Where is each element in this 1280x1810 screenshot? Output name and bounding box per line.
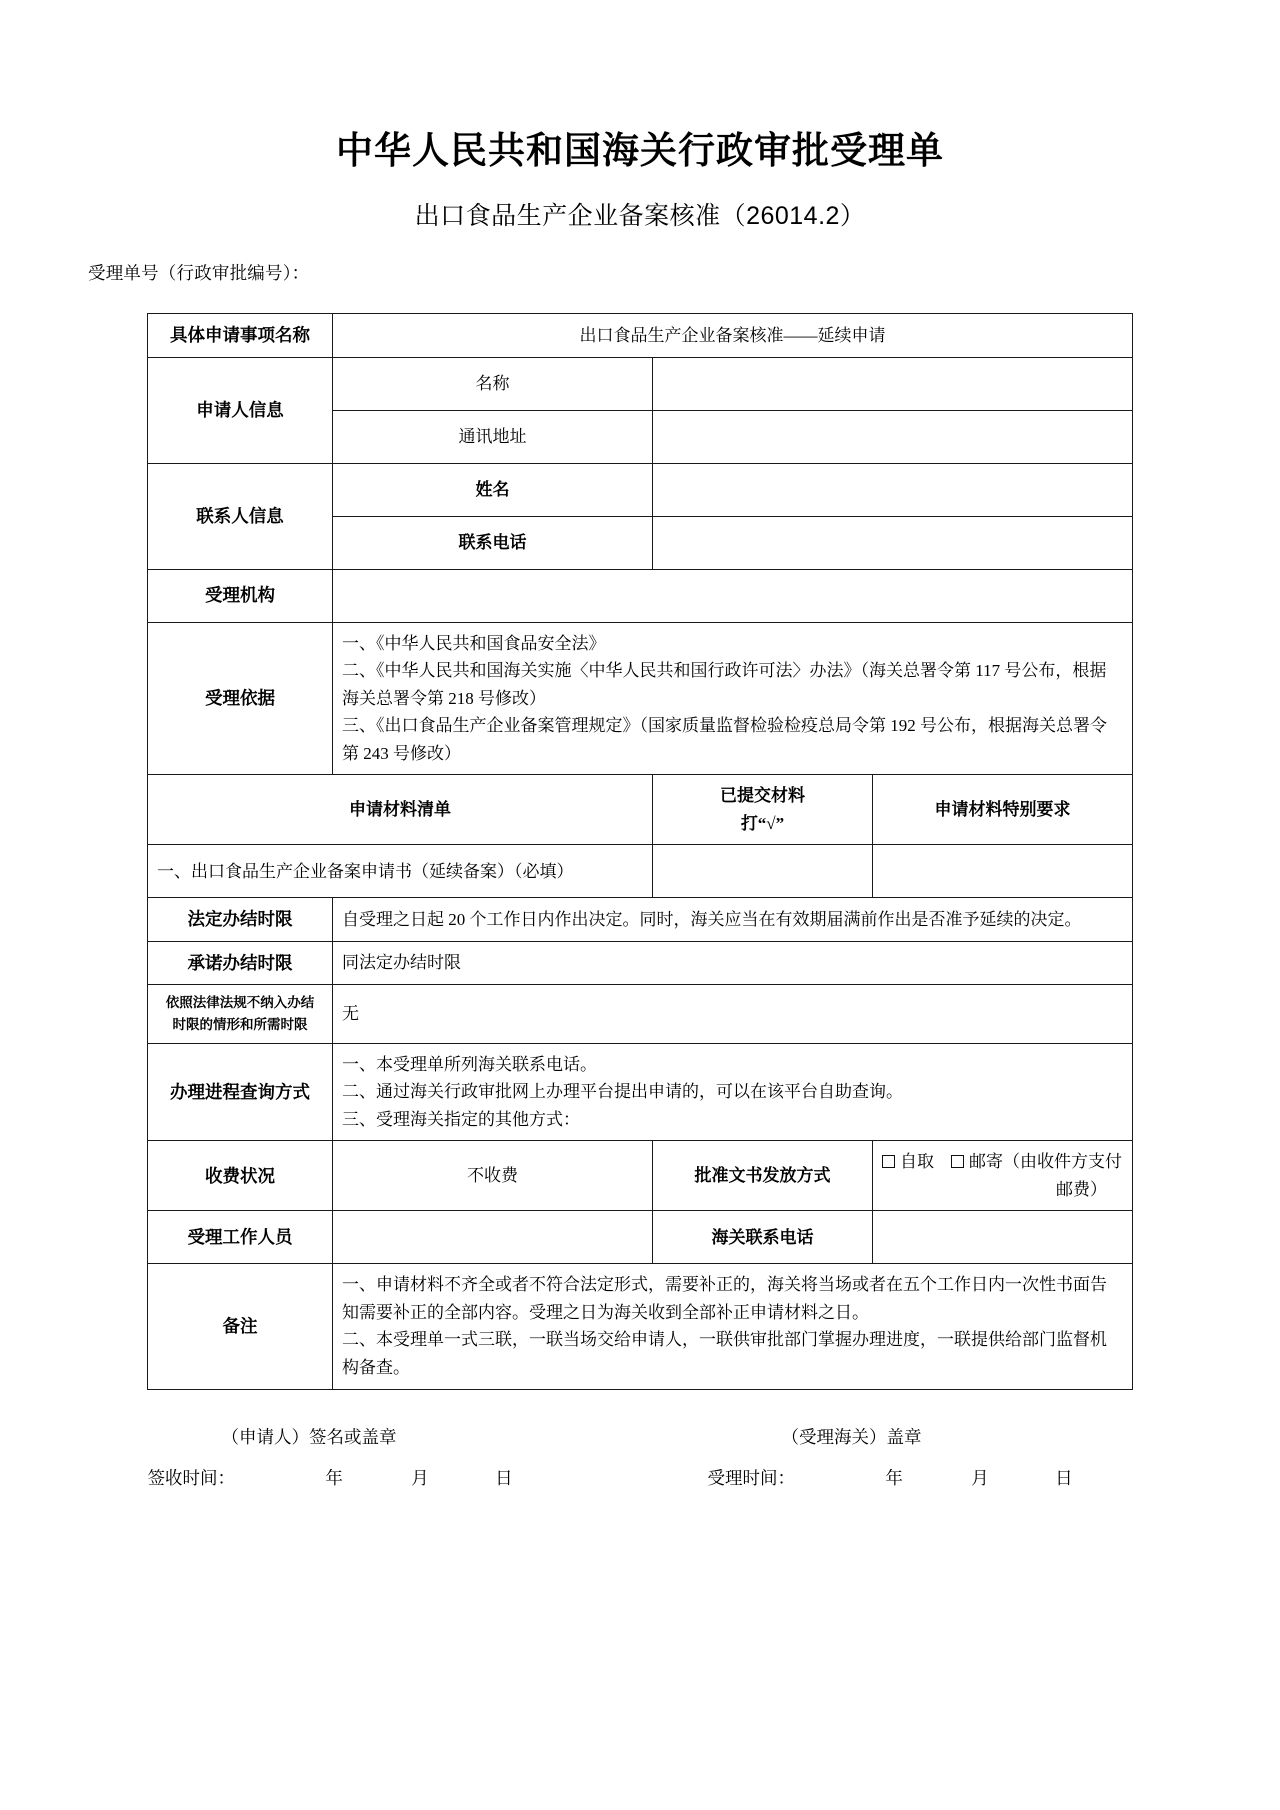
excluded-time-label-line1: 依照法律法规不纳入办结 [165, 995, 315, 1010]
page-subtitle: 出口食品生产企业备案核准（26014.2） [414, 202, 866, 231]
promised-limit-value: 同法定办结时限 [332, 941, 1132, 984]
progress-query-item-3: 三、受理海关指定的其他方式： [341, 1109, 580, 1129]
material-submitted-checkbox[interactable] [652, 845, 872, 898]
delivery-method-label: 批准文书发放方式 [652, 1141, 872, 1211]
legal-basis-item-3: 三、《出口食品生产企业备案管理规定》（国家质量监督检验检疫总局令第 192 号公布，根据海关总署令第 243 号修改） [341, 716, 1107, 763]
progress-query-item-2: 二、通过海关行政审批网上办理平台提出申请的，可以在该平台自助查询。 [341, 1082, 903, 1102]
contact-phone-label: 联系电话 [332, 516, 652, 569]
material-special-requirement [872, 845, 1132, 898]
checkbox-mail-icon[interactable] [951, 1155, 964, 1168]
fee-status-value: 不收费 [332, 1141, 652, 1211]
progress-query-label: 办理进程查询方式 [147, 1043, 332, 1141]
delivery-options-line1 [882, 1148, 1123, 1176]
submitted-materials-header-line1: 已提交材料 [719, 786, 805, 806]
legal-basis-item-2: 二、《中华人民共和国海关实施〈中华人民共和国行政许可法〉办法》（海关总署令第 117 号公布，根据海关总署令第 218 号修改） [341, 661, 1107, 708]
checkbox-pickup-icon[interactable] [882, 1155, 895, 1168]
table-row-progress-query [147, 1043, 1132, 1141]
table-row-promised-limit [147, 941, 1132, 984]
table-row-legal-basis [147, 622, 1132, 775]
material-name: 一、出口食品生产企业备案申请书（延续备案）（必填） [147, 845, 652, 898]
customs-seal-label: （受理海关）盖章 [781, 1426, 922, 1447]
remarks-label: 备注 [147, 1264, 332, 1389]
table-row-remarks [147, 1264, 1132, 1389]
item-name-value: 出口食品生产企业备案核准——延续申请 [332, 314, 1132, 357]
promised-limit-label: 承诺办结时限 [147, 941, 332, 984]
form-number-label: 受理单号（行政审批编号）： [88, 263, 310, 284]
progress-query-value [332, 1043, 1132, 1141]
applicant-address-value[interactable] [652, 410, 1132, 463]
accept-month-unit: 月 [971, 1467, 989, 1488]
accepting-org-value[interactable] [332, 569, 1132, 622]
signature-labels-row [148, 1424, 1133, 1449]
progress-query-item-1: 一、本受理单所列海关联系电话。 [341, 1054, 597, 1074]
contact-phone-value[interactable] [652, 516, 1132, 569]
applicant-signature-label: （申请人）签名或盖章 [221, 1426, 397, 1447]
legal-basis-label: 受理依据 [147, 622, 332, 775]
table-row-applicant-name [147, 357, 1132, 410]
delivery-option-pickup-label: 自取 [899, 1152, 934, 1172]
excluded-time-label [147, 985, 332, 1044]
table-row-statutory-limit [147, 898, 1132, 941]
applicant-info-label: 申请人信息 [147, 357, 332, 463]
legal-basis-item-1: 一、《中华人民共和国食品安全法》 [341, 633, 606, 653]
table-row-materials-header [147, 775, 1132, 845]
delivery-option-mail-line2: 邮费） [1056, 1179, 1107, 1199]
page-title: 中华人民共和国海关行政审批受理单 [336, 130, 944, 171]
submitted-materials-header-line2: 打“√” [740, 813, 785, 833]
accepting-org-label: 受理机构 [147, 569, 332, 622]
receipt-month-unit: 月 [411, 1467, 429, 1488]
item-name-label: 具体申请事项名称 [147, 314, 332, 357]
staff-label: 受理工作人员 [147, 1211, 332, 1264]
approval-form-table [147, 313, 1133, 1389]
delivery-option-mail-label: 邮寄（由收件方支付 [968, 1152, 1122, 1172]
contact-info-label: 联系人信息 [147, 463, 332, 569]
accept-day-unit: 日 [1055, 1467, 1073, 1488]
accept-time-group [708, 1465, 1133, 1490]
applicant-name-value[interactable] [652, 357, 1132, 410]
submitted-materials-header [652, 775, 872, 845]
materials-list-header: 申请材料清单 [147, 775, 652, 845]
table-row-item-name [147, 314, 1132, 357]
applicant-address-label: 通讯地址 [332, 410, 652, 463]
statutory-limit-value: 自受理之日起 20 个工作日内作出决定。同时，海关应当在有效期届满前作出是否准予延续的决定。 [332, 898, 1132, 941]
contact-name-label: 姓名 [332, 463, 652, 516]
receipt-year-unit: 年 [325, 1467, 343, 1488]
receipt-day-unit: 日 [495, 1467, 513, 1488]
customs-phone-value[interactable] [872, 1211, 1132, 1264]
excluded-time-label-line2: 时限的情形和所需时限 [172, 1016, 308, 1032]
statutory-limit-label: 法定办结时限 [147, 898, 332, 941]
table-row-staff-and-phone [147, 1211, 1132, 1264]
legal-basis-value [332, 622, 1132, 775]
remarks-value [332, 1264, 1132, 1389]
table-row-accepting-org [147, 569, 1132, 622]
signature-area [148, 1424, 1133, 1490]
receipt-time-group [148, 1465, 708, 1490]
table-row-excluded-time [147, 985, 1132, 1044]
remarks-item-1: 一、申请材料不齐全或者不符合法定形式，需要补正的，海关将当场或者在五个工作日内一次性书面告知需要补正的全部内容。受理之日为海关收到全部补正申请材料之日。 [341, 1275, 1107, 1322]
table-row-contact-name [147, 463, 1132, 516]
signature-dates-row [148, 1465, 1133, 1490]
table-row-material-item [147, 845, 1132, 898]
receipt-time-label: 签收时间： [147, 1467, 235, 1488]
staff-value[interactable] [332, 1211, 652, 1264]
accept-time-label: 受理时间： [707, 1467, 795, 1488]
contact-name-value[interactable] [652, 463, 1132, 516]
applicant-name-label: 名称 [332, 357, 652, 410]
accept-year-unit: 年 [885, 1467, 903, 1488]
table-row-fee-and-delivery [147, 1141, 1132, 1211]
remarks-item-2: 二、本受理单一式三联，一联当场交给申请人，一联供审批部门掌握办理进度，一联提供给部门监督机构备查。 [341, 1330, 1107, 1377]
fee-status-label: 收费状况 [147, 1141, 332, 1211]
special-requirement-header: 申请材料特别要求 [872, 775, 1132, 845]
delivery-method-options [872, 1141, 1132, 1211]
customs-phone-label: 海关联系电话 [652, 1211, 872, 1264]
excluded-time-value: 无 [332, 985, 1132, 1044]
